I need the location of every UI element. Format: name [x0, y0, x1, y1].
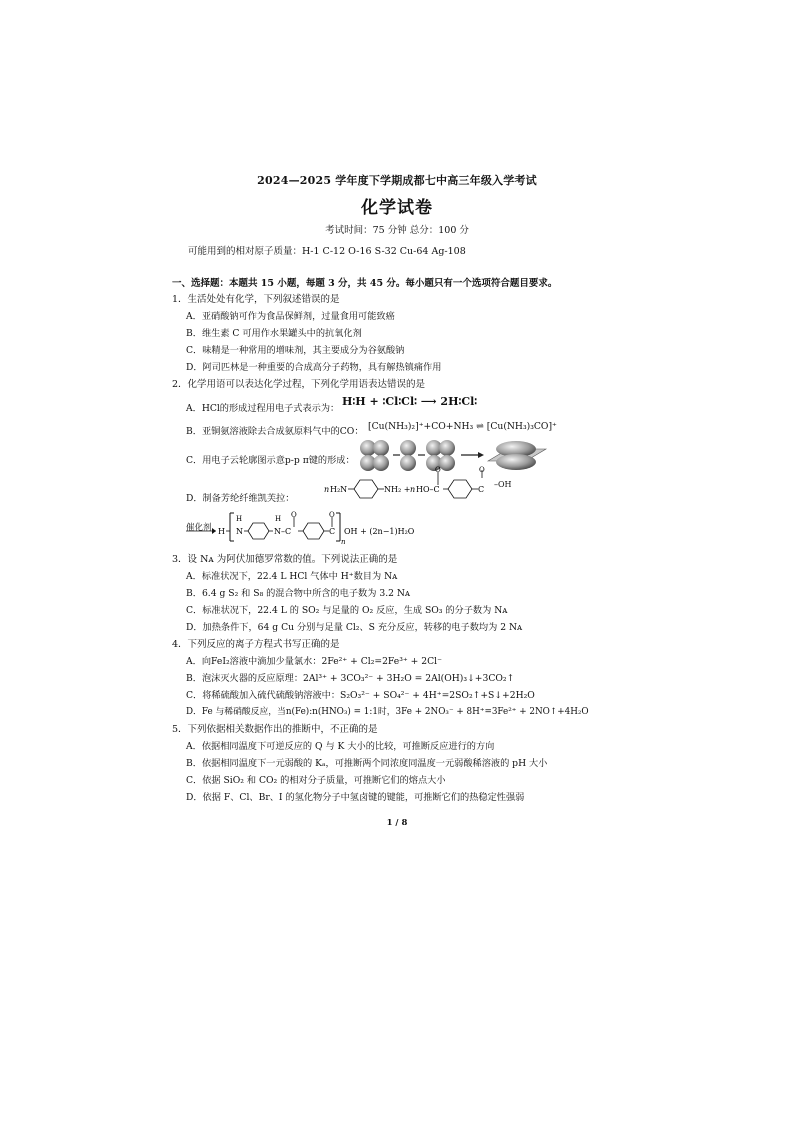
question-3-option-d: D．加热条件下，64 g Cu 分别与足量 Cl₂、S 充分反应，转移的电子数均为 2 Nᴀ [186, 622, 523, 633]
question-4-stem: 4．下列反应的离子方程式书写正确的是 [172, 639, 340, 650]
svg-text:C: C [478, 485, 485, 494]
svg-text:O: O [435, 466, 441, 474]
question-1-stem: 1．生活处处有化学，下列叙述错误的是 [172, 294, 340, 305]
kevlar-reactants-structure [324, 466, 494, 502]
atomic-masses: 可能用到的相对原子质量：H-1 C-12 O-16 S-32 Cu-64 Ag-108 [188, 246, 466, 257]
question-5-option-c: C．依据 SiO₂ 和 CO₂ 的相对分子质量，可推断它们的熔点大小 [186, 775, 446, 786]
pi-bond-cloud-icon [488, 441, 546, 470]
kevlar-reactant-tail: –OH [494, 480, 512, 489]
subject-title: 化学试卷 [361, 198, 433, 218]
question-3-option-b: B．6.4 g S₂ 和 S₈ 的混合物中所含的电子数为 3.2 Nᴀ [186, 588, 411, 599]
svg-text:O: O [329, 511, 335, 519]
question-3-stem: 3．设 Nᴀ 为阿伏加德罗常数的值。下列说法正确的是 [172, 554, 398, 565]
svg-text:NH₂ +: NH₂ + [384, 485, 411, 494]
svg-text:H₂N: H₂N [330, 485, 348, 494]
page-number: 1 / 8 [386, 818, 408, 828]
svg-text:O: O [291, 511, 297, 519]
question-2-option-d: D．制备芳纶纤维凯芙拉： [186, 493, 295, 504]
svg-text:H: H [236, 515, 243, 523]
question-4-option-a: A．向FeI₂溶液中滴加少量氯水：2Fe²⁺ + Cl₂=2Fe³⁺ + 2Cl⁻ [186, 656, 442, 667]
question-4-option-c: C．将稀硫酸加入硫代硫酸钠溶液中：S₂O₃²⁻ + SO₄²⁻ + 4H⁺=2SO₂↑+S↓+2H₂O [186, 690, 535, 701]
question-2-option-a: A．HCl的形成过程用电子式表示为： [186, 403, 340, 414]
svg-text:N: N [236, 527, 243, 536]
question-5-option-a: A．依据相同温度下可逆反应的 Q 与 K 大小的比较，可推断反应进行的方向 [186, 741, 495, 752]
exam-info: 考试时间：75 分钟 总分：100 分 [325, 225, 469, 236]
carbonyl-o-icon [476, 466, 496, 478]
question-4-option-b: B．泡沫灭火器的反应原理：2Al³⁺ + 3CO₃²⁻ + 3H₂O = 2Al(OH)₃↓+3CO₂↑ [186, 673, 515, 684]
question-5-option-d: D．依据 F、Cl、Br、I 的氢化物分子中氢卤键的键能，可推断它们的热稳定性强弱 [186, 792, 525, 803]
svg-text:O: O [479, 466, 485, 474]
svg-text:HO–C: HO–C [416, 485, 440, 494]
svg-text:n: n [410, 485, 416, 494]
question-5-option-b: B．依据相同温度下一元弱酸的 Kₐ，可推断两个同浓度同温度一元弱酸稀溶液的 pH 大小 [186, 758, 548, 769]
section-heading: 一、选择题：本题共 15 小题，每题 3 分，共 45 分。每小题只有一个选项符合题目要求。 [172, 278, 558, 289]
question-1-option-b: B．维生素 C 可用作水果罐头中的抗氧化剂 [186, 328, 362, 339]
question-2-stem: 2．化学用语可以表达化学过程，下列化学用语表达错误的是 [172, 379, 426, 390]
svg-text:n: n [341, 538, 346, 545]
svg-text:C: C [329, 527, 336, 536]
svg-text:n: n [324, 485, 330, 494]
kevlar-product-structure [186, 509, 486, 545]
exam-title: 2024—2025 学年度下学期成都七中高三年级入学考试 [257, 174, 537, 187]
question-2-option-c: C．用电子云轮廓图示意p-p π键的形成： [186, 455, 355, 466]
reaction-arrow-icon [461, 452, 484, 458]
cuprous-ammonia-equation: [Cu(NH₃)₂]⁺+CO+NH₃ ⇌ [Cu(NH₃)₃CO]⁺ [368, 421, 557, 432]
question-4-option-d: D．Fe 与稀硝酸反应，当n(Fe):n(HNO₃) = 1:1时，3Fe + 2NO₃⁻ + 8H⁺=3Fe²⁺ + 2NO↑+4H₂O [186, 707, 589, 717]
question-1-option-a: A．亚硝酸钠可作为食品保鲜剂，过量食用可能致癌 [186, 311, 395, 322]
question-1-option-d: D．阿司匹林是一种重要的合成高分子药物，具有解热镇痛作用 [186, 362, 442, 373]
question-2-option-b: B．亚铜氨溶液除去合成氨原料气中的CO： [186, 426, 364, 437]
question-3-option-c: C．标准状况下，22.4 L 的 SO₂ 与足量的 O₂ 反应，生成 SO₃ 的分子数为 Nᴀ [186, 605, 508, 616]
question-3-option-a: A．标准状况下，22.4 L HCl 气体中 H⁺数目为 Nᴀ [186, 571, 398, 582]
hcl-electron-formula: H∶H + ∶Cl∶Cl∶ ⟶ 2H∶Cl∶ [342, 395, 478, 408]
question-1-option-c: C．味精是一种常用的增味剂，其主要成分为谷氨酸钠 [186, 345, 405, 356]
svg-text:OH + (2n−1)H₂O: OH + (2n−1)H₂O [344, 527, 415, 536]
svg-text:N–C: N–C [274, 527, 292, 536]
svg-text:H: H [218, 527, 225, 536]
svg-text:H: H [275, 515, 282, 523]
question-5-stem: 5．下列依据相关数据作出的推断中，不正确的是 [172, 724, 378, 735]
catalyst-label: 催化剂 [186, 523, 212, 533]
